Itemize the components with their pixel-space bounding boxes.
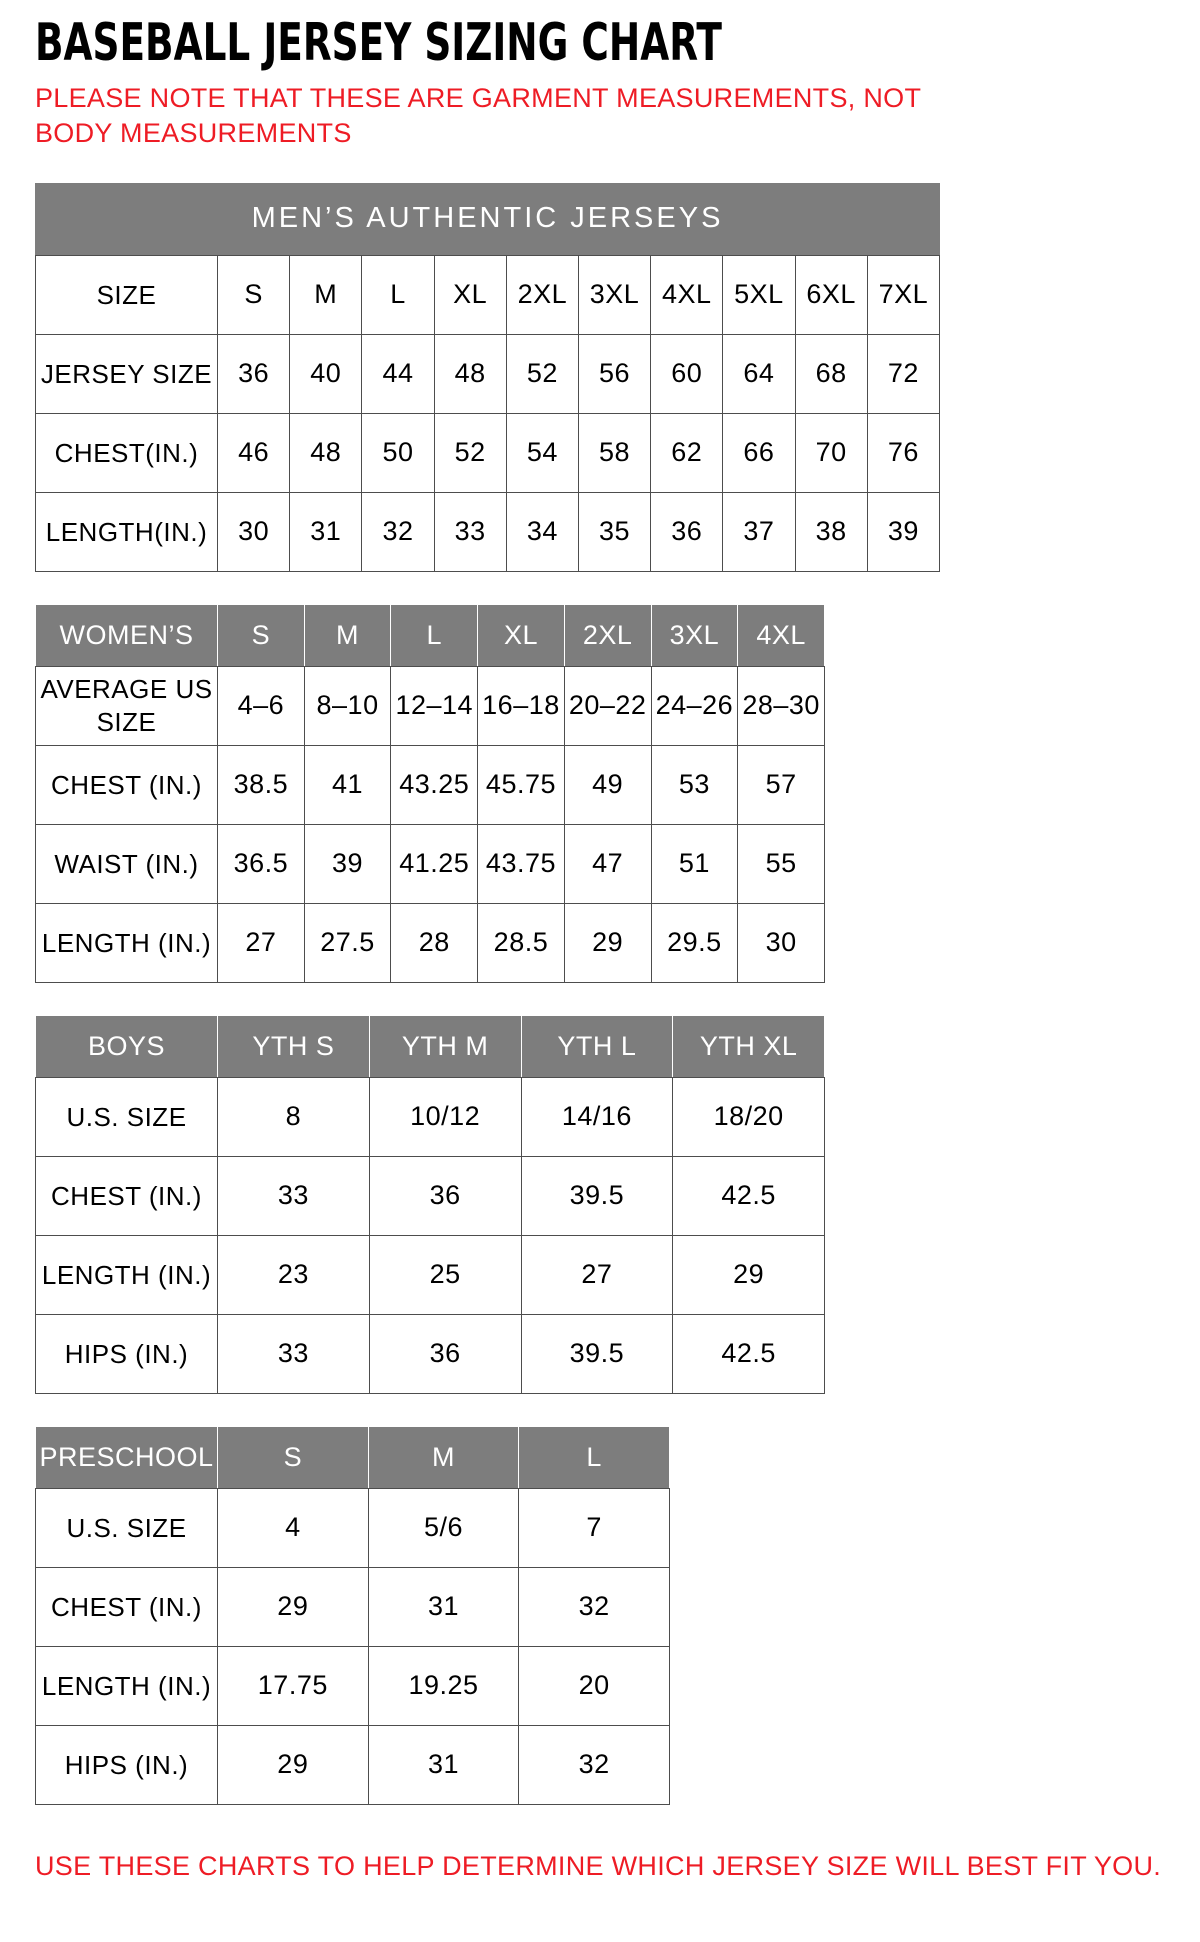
row-label: WAIST (IN.) [36,824,218,903]
size-value-cell: 60 [651,334,723,413]
size-value-cell: 41 [304,745,391,824]
size-value-cell: L [362,255,434,334]
table-row [36,1567,670,1646]
size-value-cell: 31 [368,1725,519,1804]
table-row [36,1077,825,1156]
size-value-cell: 30 [738,903,825,982]
size-value-cell: M [290,255,362,334]
row-label: CHEST (IN.) [36,745,218,824]
table-row [36,413,940,492]
row-label: LENGTH (IN.) [36,1646,218,1725]
size-value-cell: 70 [795,413,867,492]
header-category-label: PRESCHOOL [36,1426,218,1488]
size-value-cell: 5/6 [368,1488,519,1567]
size-value-cell: 35 [578,492,650,571]
size-value-cell: 32 [519,1567,670,1646]
mens-table [35,255,940,572]
header-size-cell: YTH L [521,1015,673,1077]
size-value-cell: S [218,255,290,334]
size-value-cell: 47 [564,824,651,903]
size-value-cell: 33 [218,1314,370,1393]
size-value-cell: 38 [795,492,867,571]
size-value-cell: 40 [290,334,362,413]
size-value-cell: 29 [673,1235,825,1314]
size-value-cell: 64 [723,334,795,413]
size-value-cell: 50 [362,413,434,492]
header-size-cell: XL [478,604,565,666]
size-value-cell: 8 [218,1077,370,1156]
size-value-cell: 33 [218,1156,370,1235]
size-value-cell: 2XL [506,255,578,334]
header-category-label: BOYS [36,1015,218,1077]
size-value-cell: 48 [290,413,362,492]
header-size-cell: L [519,1426,670,1488]
size-value-cell: 49 [564,745,651,824]
header-size-cell: L [391,604,478,666]
size-value-cell: 46 [218,413,290,492]
size-value-cell: 32 [362,492,434,571]
size-value-cell: 29 [218,1725,369,1804]
table-row [36,1235,825,1314]
size-value-cell: 20 [519,1646,670,1725]
page-title: BASEBALL JERSEY SIZING CHART [35,13,722,73]
row-label: CHEST(IN.) [36,413,218,492]
size-value-cell: 36 [369,1314,521,1393]
header-category-label: WOMEN’S [36,604,218,666]
size-value-cell: 27 [218,903,305,982]
size-value-cell: 39 [867,492,939,571]
size-value-cell: 56 [578,334,650,413]
size-value-cell: 3XL [578,255,650,334]
size-value-cell: 8–10 [304,666,391,745]
size-value-cell: 17.75 [218,1646,369,1725]
size-value-cell: 57 [738,745,825,824]
size-value-cell: XL [434,255,506,334]
sizing-tables-container [35,183,1165,1805]
row-label: LENGTH (IN.) [36,903,218,982]
size-value-cell: 37 [723,492,795,571]
size-value-cell: 72 [867,334,939,413]
size-value-cell: 36 [369,1156,521,1235]
size-value-cell: 45.75 [478,745,565,824]
size-value-cell: 39.5 [521,1156,673,1235]
header-size-cell: S [218,1426,369,1488]
size-value-cell: 44 [362,334,434,413]
size-value-cell: 19.25 [368,1646,519,1725]
size-value-cell: 6XL [795,255,867,334]
size-value-cell: 66 [723,413,795,492]
size-value-cell: 33 [434,492,506,571]
size-value-cell: 36 [218,334,290,413]
size-value-cell: 27.5 [304,903,391,982]
table-row [36,666,825,745]
row-label: HIPS (IN.) [36,1725,218,1804]
header-size-cell: 4XL [738,604,825,666]
header-size-cell: S [218,604,305,666]
size-value-cell: 58 [578,413,650,492]
size-value-cell: 29 [218,1567,369,1646]
size-value-cell: 28–30 [738,666,825,745]
table-row [36,334,940,413]
size-value-cell: 68 [795,334,867,413]
size-value-cell: 4 [218,1488,369,1567]
size-value-cell: 55 [738,824,825,903]
mens-sizing-table-section [35,183,1165,572]
size-value-cell: 53 [651,745,738,824]
header-size-cell: 2XL [564,604,651,666]
size-value-cell: 27 [521,1235,673,1314]
size-value-cell: 24–26 [651,666,738,745]
boys-table [35,1015,825,1394]
size-value-cell: 7 [519,1488,670,1567]
preschool-table [35,1426,670,1805]
size-value-cell: 16–18 [478,666,565,745]
header-size-cell: YTH S [218,1015,370,1077]
boys-sizing-table-section [35,1015,1165,1394]
size-value-cell: 28 [391,903,478,982]
row-label: CHEST (IN.) [36,1567,218,1646]
table-row [36,1488,670,1567]
header-size-cell: M [368,1426,519,1488]
header-row [36,604,825,666]
header-size-cell: 3XL [651,604,738,666]
womens-table [35,604,825,983]
row-label: CHEST (IN.) [36,1156,218,1235]
size-value-cell: 10/12 [369,1077,521,1156]
row-label: LENGTH (IN.) [36,1235,218,1314]
mens-banner-title: MEN’S AUTHENTIC JERSEYS [35,183,940,255]
size-value-cell: 39.5 [521,1314,673,1393]
row-label: AVERAGE US SIZE [36,666,218,745]
womens-sizing-table-section [35,604,1165,983]
table-row [36,255,940,334]
size-value-cell: 7XL [867,255,939,334]
size-value-cell: 62 [651,413,723,492]
table-row [36,824,825,903]
table-row [36,1646,670,1725]
size-value-cell: 25 [369,1235,521,1314]
size-value-cell: 41.25 [391,824,478,903]
size-value-cell: 4–6 [218,666,305,745]
size-value-cell: 39 [304,824,391,903]
size-value-cell: 42.5 [673,1156,825,1235]
row-label: LENGTH(IN.) [36,492,218,571]
size-value-cell: 28.5 [478,903,565,982]
row-label: JERSEY SIZE [36,334,218,413]
header-row [36,1015,825,1077]
size-value-cell: 42.5 [673,1314,825,1393]
size-value-cell: 4XL [651,255,723,334]
row-label: U.S. SIZE [36,1488,218,1567]
size-value-cell: 38.5 [218,745,305,824]
size-value-cell: 32 [519,1725,670,1804]
size-value-cell: 43.75 [478,824,565,903]
garment-measurements-note: PLEASE NOTE THAT THESE ARE GARMENT MEASUREMENTS, NOT BODY MEASUREMENTS [35,82,921,148]
table-row [36,1725,670,1804]
row-label: SIZE [36,255,218,334]
table-row [36,492,940,571]
table-row [36,745,825,824]
size-value-cell: 51 [651,824,738,903]
size-value-cell: 14/16 [521,1077,673,1156]
table-row [36,1314,825,1393]
table-row [36,903,825,982]
size-value-cell: 20–22 [564,666,651,745]
header-size-cell: YTH M [369,1015,521,1077]
table-row [36,1156,825,1235]
header-size-cell: YTH XL [673,1015,825,1077]
size-value-cell: 34 [506,492,578,571]
size-value-cell: 54 [506,413,578,492]
size-value-cell: 23 [218,1235,370,1314]
size-value-cell: 30 [218,492,290,571]
size-value-cell: 29.5 [651,903,738,982]
size-value-cell: 52 [506,334,578,413]
size-value-cell: 76 [867,413,939,492]
size-value-cell: 31 [290,492,362,571]
size-value-cell: 5XL [723,255,795,334]
size-value-cell: 18/20 [673,1077,825,1156]
header-row [36,1426,670,1488]
footer-note: USE THESE CHARTS TO HELP DETERMINE WHICH JERSEY SIZE WILL BEST FIT YOU. [35,1850,1162,1881]
size-value-cell: 12–14 [391,666,478,745]
size-value-cell: 36.5 [218,824,305,903]
size-value-cell: 36 [651,492,723,571]
header-size-cell: M [304,604,391,666]
size-value-cell: 52 [434,413,506,492]
size-value-cell: 29 [564,903,651,982]
row-label: U.S. SIZE [36,1077,218,1156]
size-value-cell: 43.25 [391,745,478,824]
preschool-sizing-table-section [35,1426,1165,1805]
size-value-cell: 48 [434,334,506,413]
row-label: HIPS (IN.) [36,1314,218,1393]
size-value-cell: 31 [368,1567,519,1646]
